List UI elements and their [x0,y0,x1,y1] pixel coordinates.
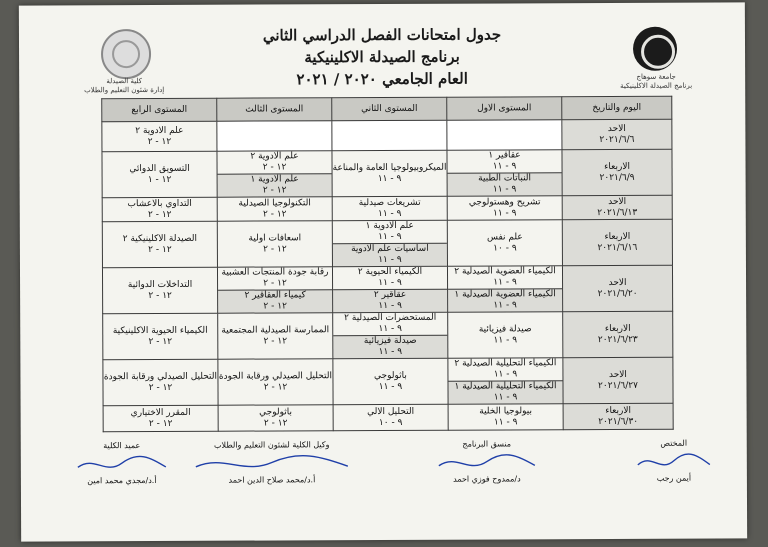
exam-entry [333,243,447,266]
course-name: الكيمياء الحيوية ٢ [357,266,423,278]
course-name: رقابة جودة المنتجات العشبية [221,267,329,278]
exam-time: ١٢ - ٢ [263,243,287,255]
exam-cell-l4 [103,405,218,432]
exam-entry [333,370,447,392]
signature-block [67,441,177,485]
signatory-role: المختص [660,438,688,448]
exam-entry [448,232,562,254]
exam-time: ١٢ - ٢ [262,185,287,196]
exam-entry [333,289,447,312]
exam-cell-l1 [447,266,562,313]
exam-cell-l1 [447,220,562,267]
exam-cell-l3 [217,121,332,152]
program-name: برنامج الصيدلة الاكلينيكية [304,47,460,67]
signature-block [177,440,367,485]
exam-time: ٩ - ١١ [493,369,518,380]
exam-time: ٩ - ١١ [378,323,403,335]
course-name: باثولوجي [373,370,407,381]
day-date-cell [562,195,672,219]
table-body [102,119,673,431]
exam-cell-l4 [102,121,217,152]
exam-time: ٩ - ١١ [492,161,517,172]
signature-block [427,439,547,484]
table-header-row [102,96,672,121]
exam-time: ١٢ - ٢ [147,136,172,147]
course-name: علم الادوية ١ [250,174,299,185]
exam-time: ١٢ - ١ [147,174,172,185]
day-name: الاحد [607,123,626,134]
exam-cell-l2 [332,220,447,267]
course-name: التحليل الالي [367,406,415,417]
exam-entry [448,172,562,195]
day-name: الاحد [608,277,627,288]
exam-entry [333,267,447,289]
day-name: الاربعاء [605,405,632,416]
exam-time: ١٢ - ٢ [263,381,288,393]
course-name: علم الادوية ٢ [250,151,299,162]
course-name: التحليل الصيدلي ورقابة الجودة [218,370,333,382]
exam-entry [103,279,217,301]
course-name: التحليل الصيدلي ورقابة الجودة [103,371,218,382]
table-row [102,265,672,313]
course-name: باثولوجي [259,406,293,418]
exam-entry [104,407,218,429]
col-header-level1: المستوى الاول [447,97,562,121]
course-name: علم نفس [486,231,523,243]
exam-cell-l4 [102,151,217,198]
course-name: الممارسة الصيدلية المجتمعية [221,324,330,336]
exam-time: ٩ - ١١ [493,277,517,288]
exam-entry [103,198,217,220]
table-row [102,219,672,267]
day-name: الاحد [608,196,627,207]
exam-entry [218,371,332,393]
exam-cell-l4 [103,359,218,406]
exam-time: ٩ - ١٠ [378,417,403,428]
exam-cell-l2 [332,266,447,313]
exam-date: ٢٠٢١/٦/١٦ [597,242,638,253]
exam-entry [448,380,562,403]
day-date-cell [562,265,672,311]
exam-time: ٩ - ١١ [378,381,403,392]
table-row [103,357,673,405]
exam-entry [333,197,447,219]
course-name: صيدلة فيزيائية [363,335,417,347]
table-row [103,403,673,431]
handwritten-signature-icon [177,452,367,477]
exam-cell-l3 [218,405,333,432]
course-name: صيدلة فيزيائية [478,323,532,335]
day-date-cell [563,403,673,429]
exam-time: ١٢ - ٢ [262,208,287,220]
day-name: الاحد [608,369,627,380]
course-name: المقرر الاختياري [130,407,191,418]
exam-time: ١٢ - ٢ [263,301,287,312]
exam-cell-l3 [217,221,332,268]
exam-entry [447,150,561,172]
exam-time: ١٢ - ٢ [263,278,287,289]
exam-time: ١٢ - ٢ [148,244,172,255]
exam-entry [103,325,217,347]
exam-entry [219,407,333,429]
day-name: الاربعاء [604,323,631,334]
col-header-day: اليوم والتاريخ [562,96,672,119]
course-name: التداخلات الدوائية [127,279,193,290]
exam-time: ٩ - ١١ [377,208,402,219]
course-name: التكنولوجيا الصيدلية [238,197,311,209]
course-name: تشريح وهستولوجي [468,196,541,208]
exam-entry [218,198,332,220]
exam-time: ٩ - ١١ [378,346,403,358]
exam-cell-l3 [217,197,332,222]
schedule-title: جدول امتحانات الفصل الدراسي الثاني [262,25,502,45]
exam-cell-l4 [102,197,217,222]
exam-entry [103,371,217,393]
exam-cell-l1 [447,120,562,151]
exam-entry [334,406,448,428]
signatory-role: منسق البرنامج [462,439,512,449]
exam-cell-l1 [448,358,563,405]
exam-entry [333,335,447,358]
course-name: الكيمياء العضوية الصيدلية ٢ [454,266,556,277]
handwritten-signature-icon [427,451,547,476]
course-name: الكيمياء العضوية الصيدلية ١ [454,289,556,300]
col-header-level2: المستوى الثاني [332,97,447,121]
handwritten-signature-icon [629,451,719,475]
exam-cell-l3 [217,151,332,198]
exam-entry [218,173,332,196]
exam-time: ١٢ - ٢ [263,335,288,347]
exam-cell-l2 [333,358,448,405]
day-date-cell [562,149,672,195]
course-name: كيمياء العقاقير ٢ [244,290,306,301]
exam-time: ٩ - ١١ [377,173,402,184]
exam-entry [218,325,332,347]
exam-cell-l1 [447,196,562,221]
exam-date: ٢٠٢١/٦/٢٠ [597,288,638,299]
table-row [103,311,673,359]
exam-entry [448,358,562,380]
exam-time: ١٢ - ٢ [262,162,287,173]
exam-cell-l4 [102,221,217,268]
exam-schedule-sheet [19,2,747,541]
course-name: اساسيات علم الادوية [351,243,429,255]
exam-time: ٩ - ١١ [378,254,402,266]
course-name: التداوي بالاعشاب [127,198,192,209]
exam-entry [103,233,217,255]
course-name: الكيمياء التحليلية الصيدلية ١ [454,381,557,392]
exam-entry [333,313,447,335]
exam-entry [217,151,331,173]
exam-cell-l3 [217,267,332,314]
day-date-cell [563,311,673,357]
signatory-name: أيمن رجب [656,473,692,483]
exam-cell-l1 [448,404,563,431]
exam-entry [333,162,447,184]
exam-time: ٩ - ١١ [493,392,518,403]
col-header-level4: المستوى الرابع [102,98,217,122]
day-name: الاربعاء [604,231,631,242]
right-seal-caption: جامعة سوهاج برنامج الصيدلة الاكلينيكية [620,72,693,90]
exam-entry [448,266,562,288]
course-name: عقاقير ٢ [373,289,407,301]
exam-time: ٩ - ١١ [492,184,517,195]
exam-time: ٩ - ١١ [493,416,518,428]
exam-date: ٢٠٢١/٦/٢٧ [598,380,638,391]
exam-entry [448,324,562,346]
day-date-cell [563,357,673,403]
signature-block [629,439,719,483]
day-date-cell [562,219,672,265]
table-row [102,149,672,197]
course-name: علم الادوية ٢ [135,125,184,136]
exam-time: ٩ - ١١ [378,277,402,289]
exam-time: ١٢ - ٢ [148,382,173,393]
exam-time: ٩ - ١١ [378,231,402,243]
exam-entry [218,289,332,312]
course-name: التسويق الدوائي [129,163,190,174]
exam-cell-l2 [332,196,447,221]
signatory-role: عميد الكلية [103,441,141,451]
course-name: الكيمياء التحليلية الصيدلية ٢ [454,358,557,369]
exam-cell-l1 [448,312,563,359]
exam-cell-l2 [332,150,447,197]
exam-cell-l3 [218,359,333,406]
course-name: علم الادوية ١ [365,220,414,232]
day-name: الاربعاء [604,161,630,172]
exam-entry [449,406,563,428]
exam-cell-l2 [333,404,448,431]
course-name: المستحضرات الصيدلية ٢ [344,312,437,324]
signatory-name: أ.د/مجدي محمد امين [87,475,157,486]
exam-cell-l3 [218,313,333,360]
course-name: عقاقير ١ [488,150,521,161]
exam-date: ٢٠٢١/٦/١٣ [597,207,638,218]
exam-entry [448,288,562,311]
exam-date: ٢٠٢١/٦/٢٣ [597,334,638,345]
exam-time: ٩ - ١١ [493,300,517,311]
left-seal-caption: كلية الصيدلة إدارة شئون التعليم والطلاب [84,77,165,95]
table-row [102,119,672,151]
exam-date: ٢٠٢١/٦/٩ [599,172,635,183]
exam-time: ٩ - ١١ [493,334,518,346]
exam-cell-l2 [332,120,447,151]
signatory-name: د/ممدوح فوزي احمد [453,474,521,484]
table-row [102,195,672,221]
course-name: الكيمياء الحيوية الاكلينيكية [112,325,208,336]
exam-time: ٩ - ١١ [492,207,517,219]
exam-cell-l4 [102,267,217,314]
course-name: تشريعات صيدلية [358,197,421,208]
exam-time: ١٢ - ٢ [148,418,173,429]
academic-year: العام الجامعي ٢٠٢٠ / ٢٠٢١ [296,69,468,89]
day-date-cell [562,119,672,149]
exam-time: ١٢ - ٢ [148,290,172,301]
handwritten-signature-icon [67,453,177,477]
exam-entry [103,163,217,185]
col-header-level3: المستوى الثالث [217,98,332,122]
exam-table [101,96,673,432]
course-name: الميكروبيولوجيا العامة والمناعة [332,162,447,173]
exam-entry [218,267,332,289]
course-name: النباتات الطبية [478,173,532,184]
exam-date: ٢٠٢١/٦/٦ [599,134,635,145]
exam-time: ١٢ - ٢ [263,417,288,429]
course-name: بيولوجيا الخلية [479,405,532,417]
exam-cell-l2 [333,312,448,359]
exam-time: ٩ - ١٠ [493,242,517,254]
exam-entry [448,197,562,219]
exam-time: ١٢ - ٢ [147,209,172,220]
exam-time: ١٢ - ٢ [148,336,173,347]
course-name: اسعافات اولية [248,232,302,244]
exam-entry [333,221,447,243]
exam-cell-l4 [103,313,218,360]
signatory-role: وكيل الكلية لشئون التعليم والطلاب [214,440,330,450]
course-name: الصيدلة الاكلينيكية ٢ [122,233,197,244]
exam-date: ٢٠٢١/٦/٣٠ [598,416,639,427]
signatory-name: أ.د/محمد صلاح الدين احمد [228,475,316,485]
exam-entry [218,233,332,255]
exam-cell-l1 [447,150,562,197]
exam-time: ٩ - ١١ [378,300,402,312]
exam-entry [102,125,216,147]
